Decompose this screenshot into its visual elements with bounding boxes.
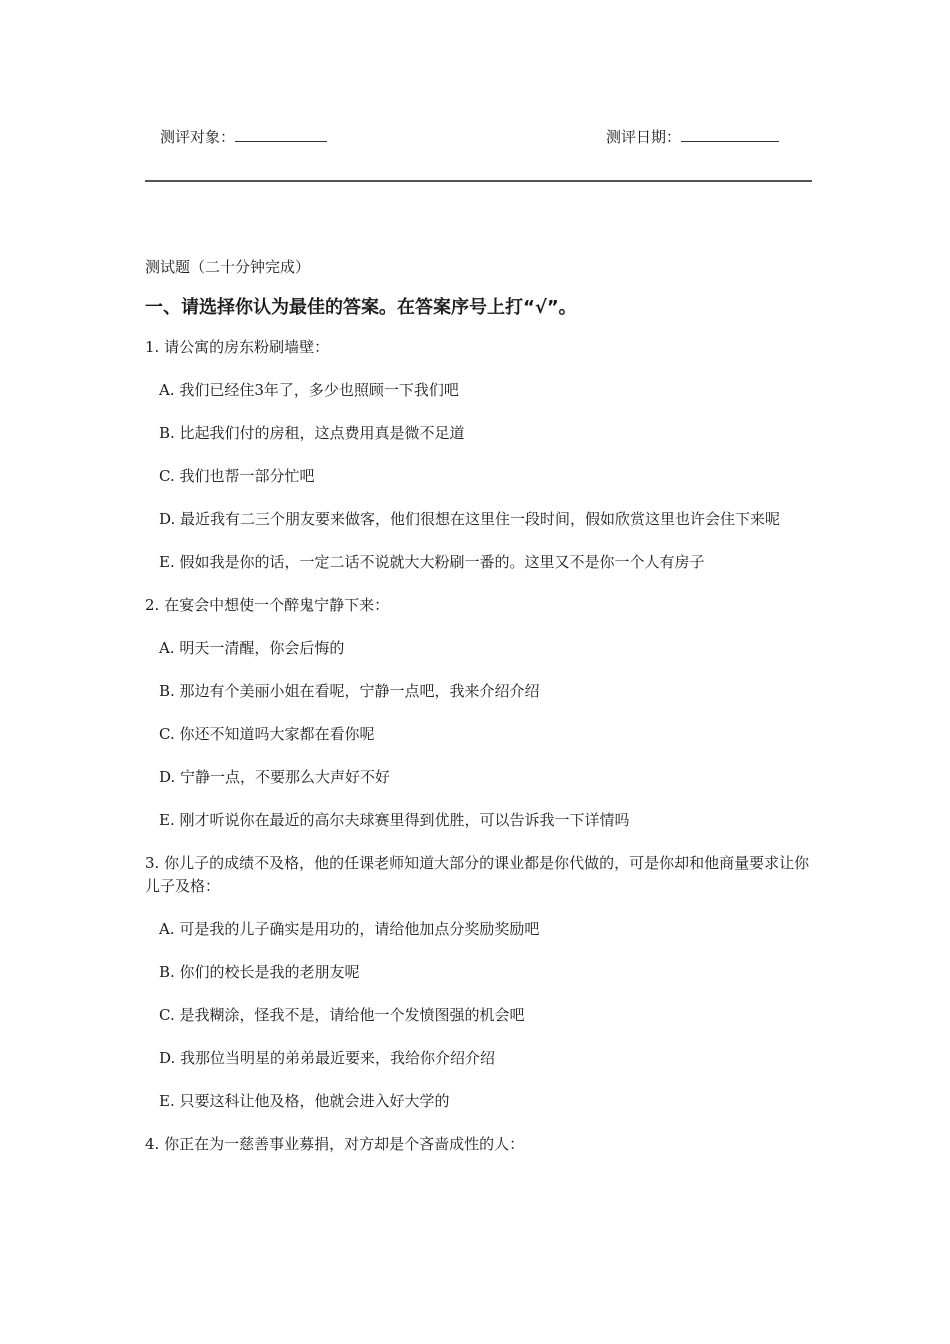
option-e: E. 刚才听说你在最近的高尔夫球赛里得到优胜，可以告诉我一下详情吗 bbox=[159, 811, 630, 829]
option-c: C. 我们也帮一部分忙吧 bbox=[159, 467, 315, 485]
option-b: B. 比起我们付的房租，这点费用真是微不足道 bbox=[159, 424, 465, 442]
option-d: D. 最近我有二三个朋友要来做客，他们很想在这里住一段时间，假如欣赏这里也许会住下来呢 bbox=[159, 510, 781, 528]
question-text: 2. 在宴会中想使一个醉鬼宁静下来： bbox=[145, 596, 390, 614]
header-fields bbox=[160, 126, 790, 150]
option-a: A. 明天一清醒，你会后悔的 bbox=[159, 639, 345, 657]
question-2 bbox=[145, 594, 812, 832]
date-label: 测评日期： bbox=[606, 128, 682, 146]
question-3 bbox=[145, 852, 812, 1113]
option-a: A. 可是我的儿子确实是用功的，请给他加点分奖励奖励吧 bbox=[159, 920, 540, 938]
section-heading: 一、请选择你认为最佳的答案。在答案序号上打“√”。 bbox=[145, 297, 577, 318]
option-c: C. 你还不知道吗大家都在看你呢 bbox=[159, 725, 375, 743]
subject-field bbox=[160, 126, 327, 147]
question-4 bbox=[145, 1133, 812, 1156]
question-text: 1. 请公寓的房东粉刷墙壁： bbox=[145, 338, 330, 356]
test-content bbox=[145, 256, 812, 1176]
question-text: 4. 你正在为一慈善事业募捐，对方却是个吝啬成性的人： bbox=[145, 1135, 525, 1153]
option-d: D. 我那位当明星的弟弟最近要来，我给你介绍介绍 bbox=[159, 1049, 496, 1067]
option-b: B. 那边有个美丽小姐在看呢，宁静一点吧，我来介绍介绍 bbox=[159, 682, 540, 700]
option-d: D. 宁静一点，不要那么大声好不好 bbox=[159, 768, 391, 786]
option-c: C. 是我糊涂，怪我不是，请给他一个发愤图强的机会吧 bbox=[159, 1006, 525, 1024]
date-field bbox=[606, 126, 779, 147]
date-blank bbox=[681, 127, 779, 142]
test-subtitle: 测试题（二十分钟完成） bbox=[145, 258, 311, 276]
subject-label: 测评对象： bbox=[160, 128, 236, 146]
header-divider bbox=[145, 180, 812, 182]
question-text: 3. 你儿子的成绩不及格，他的任课老师知道大部分的课业都是你代做的，可是你却和他商量要求让你儿子及格： bbox=[145, 854, 810, 895]
option-e: E. 只要这科让他及格，他就会进入好大学的 bbox=[159, 1092, 450, 1110]
option-a: A. 我们已经住3年了，多少也照顾一下我们吧 bbox=[159, 381, 459, 399]
question-1 bbox=[145, 336, 812, 574]
option-b: B. 你们的校长是我的老朋友呢 bbox=[159, 963, 360, 981]
option-e: E. 假如我是你的话，一定二话不说就大大粉刷一番的。这里又不是你一个人有房子 bbox=[159, 553, 705, 571]
subject-blank bbox=[235, 127, 327, 142]
